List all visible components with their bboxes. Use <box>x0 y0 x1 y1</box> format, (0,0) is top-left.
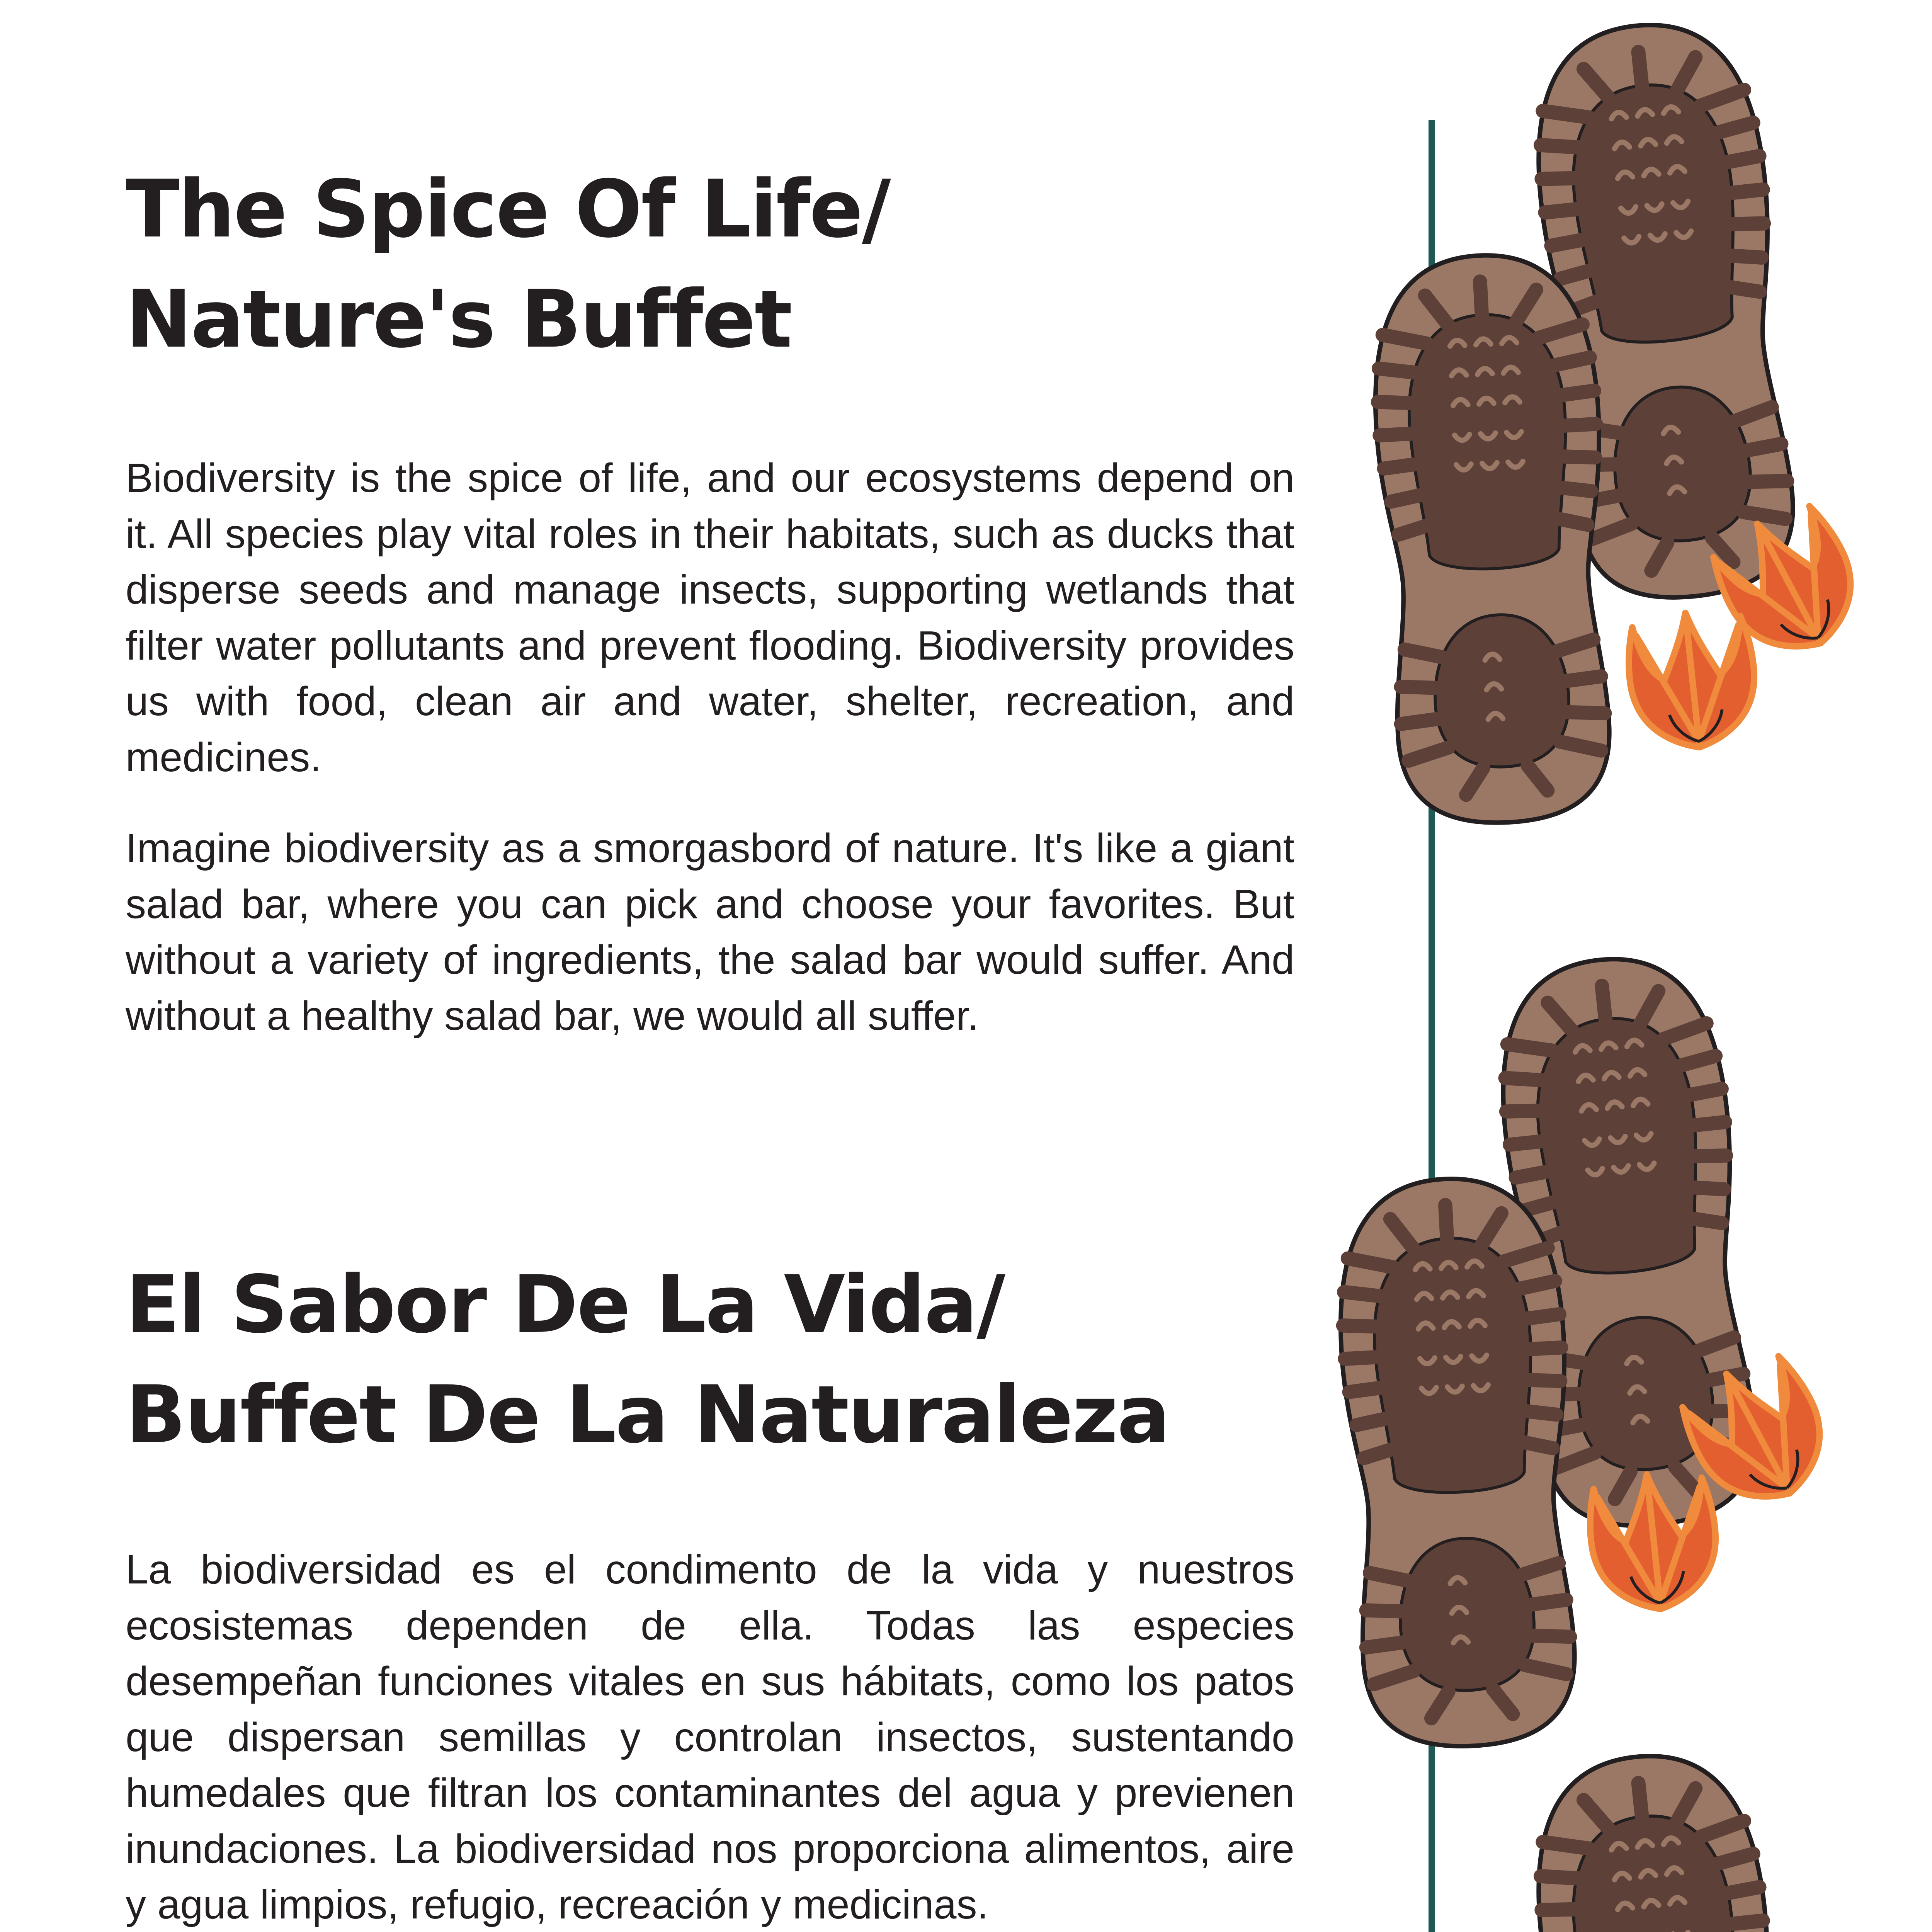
duck-footprint-icon <box>1623 606 1761 753</box>
boot-print-icon <box>1524 1745 1808 1932</box>
boot-print-icon <box>1367 250 1619 828</box>
english-title <box>126 155 890 375</box>
english-title-line-2: Nature's Buffet <box>126 274 791 366</box>
english-title-line-1: The Spice Of Life/ <box>126 163 890 255</box>
boot-print-icon <box>1333 1173 1585 1752</box>
english-paragraph-1: Biodiversity is the spice of life, and our ecosystems depend on it. All species play vital roles in their habitats, such as ducks that disperse seeds and manage insects, supporting wetlands that filter water pollutants and prevent flooding. Biodiversity provides us with food, clean air and water, shelter, recreation, and medicines. <box>126 455 1294 780</box>
spanish-title <box>126 1250 1169 1470</box>
spanish-title-line-2: Buffet De La Naturaleza <box>126 1369 1170 1461</box>
spanish-title-line-1: El Sabor De La Vida/ <box>126 1259 1004 1351</box>
english-paragraph-2: Imagine biodiversity as a smorgasbord of nature. It's like a giant salad bar, where you can pick and choose your favorites. But without a variety of ingredients, the salad bar would suffer. And without a healthy salad bar, we would all suffer. <box>126 825 1294 1039</box>
spanish-paragraph-1: La biodiversidad es el condimento de la vida y nuestros ecosistemas dependen de ella. Todas las especies desempeñan funciones vitales en sus hábitats, como los patos que dispersan semillas y controlan insectos, sustentando humedales que filtran los contaminantes del agua y previenen inundaciones. La biodiversidad nos proporciona alimentos, aire y agua limpios, refugio, recreación y medicinas. <box>126 1547 1294 1927</box>
footprints-illustration <box>1314 0 1932 1932</box>
